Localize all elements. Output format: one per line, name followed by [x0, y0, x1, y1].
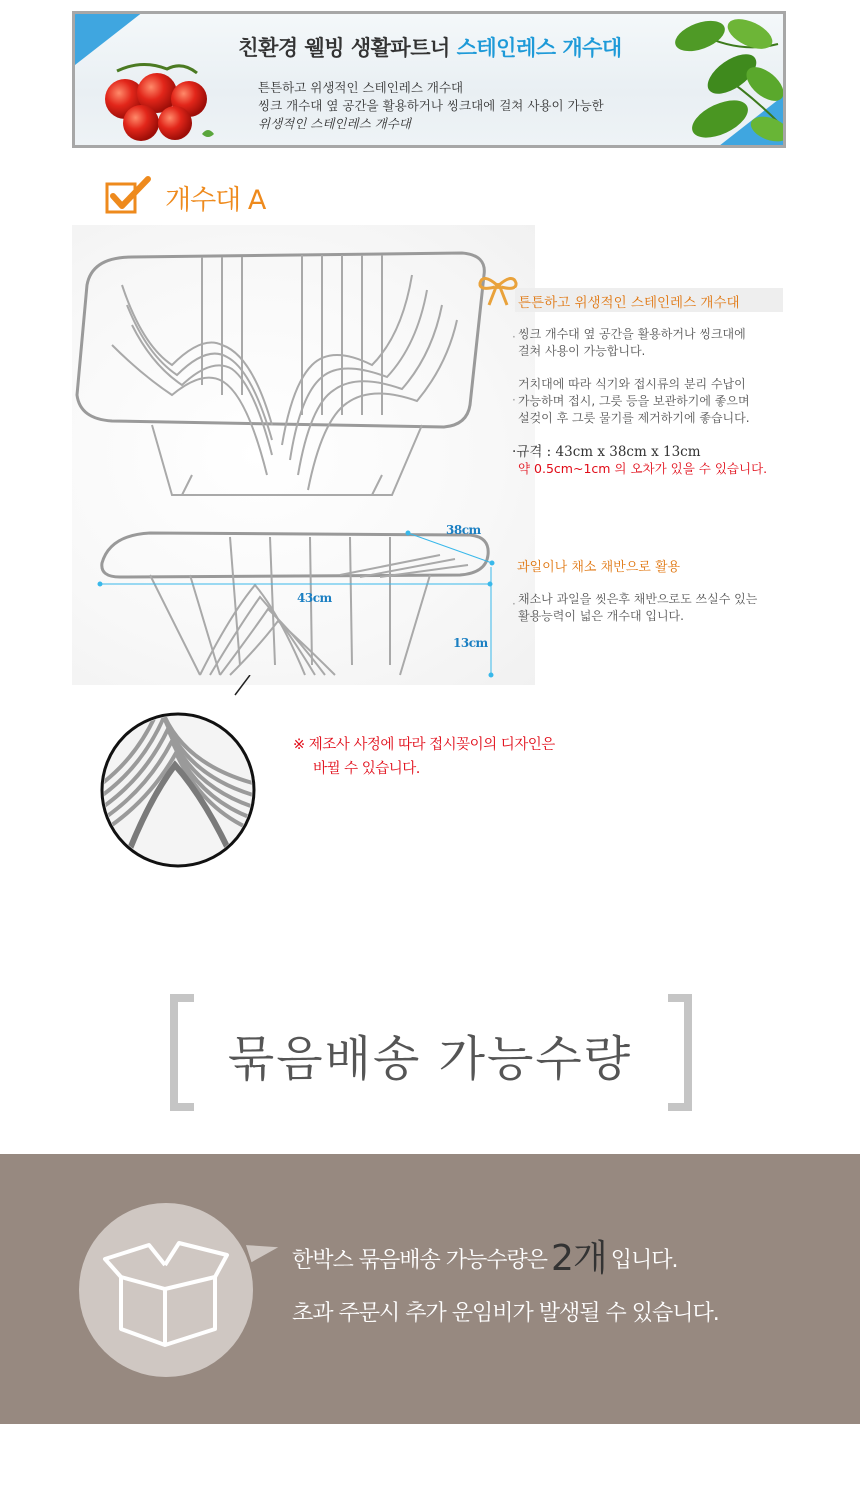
banner-line-1: 튼튼하고 위생적인 스테인레스 개수대	[258, 80, 464, 95]
box-icon	[99, 1237, 233, 1349]
design-change-notice: ※ 제조사 사정에 따라 접시꽂이의 디자인은 바뀔 수 있습니다.	[293, 737, 555, 777]
ribbon-title: 튼튼하고 위생적인 스테인레스 개수대	[518, 295, 740, 311]
dimension-length-label: 43cm	[297, 591, 332, 605]
banner-line-3: 위생적인 스테인레스 개수대	[258, 116, 411, 131]
fruit-use-title: 과일이나 채소 채반으로 활용	[517, 560, 681, 575]
top-banner	[72, 11, 786, 148]
dimension-width-label: 38cm	[446, 523, 481, 537]
bundle-line-2: 초과 주문시 추가 운임비가 발생될 수 있습니다.	[292, 1301, 719, 1326]
product-desc-2: 거치대에 따라 식기와 접시류의 분리 수납이 가능하며 접시, 그릇 등을 보관하기에 좋으며 설겆이 후 그릇 물기를 제거하기에 좋습니다.	[518, 377, 750, 425]
bracket-left	[170, 994, 194, 1111]
zoom-detail-photo	[100, 675, 260, 870]
bundle-line-1: 한박스 묶음배송 가능수량은 2개 입니다.	[292, 1238, 678, 1279]
leaf-icon	[660, 14, 786, 146]
dimension-height-label: 13cm	[453, 636, 488, 650]
fruit-use-desc: 채소나 과일을 씻은후 채반으로도 쓰실수 있는 활용능력이 넓은 개수대 입니다.	[518, 592, 758, 623]
tomato-icon	[97, 59, 217, 144]
bracket-right	[668, 994, 692, 1111]
ribbon-title-box	[515, 288, 783, 312]
banner-line-2: 씽크 개수대 옆 공간을 활용하거나 씽크대에 걸쳐 사용이 가능한	[258, 98, 604, 113]
product-spec-note: 약 0.5cm~1cm 의 오차가 있을 수 있습니다.	[518, 461, 768, 476]
bundle-heading: 묶음배송 가능수량	[227, 1031, 633, 1087]
dimension-lines	[95, 525, 500, 685]
checkmark-icon	[104, 176, 152, 216]
dish-rack-photo-top	[72, 245, 492, 510]
product-desc-1: 씽크 개수대 옆 공간을 활용하거나 씽크대에 걸쳐 사용이 가능합니다.	[518, 327, 746, 358]
product-spec: ·규격 : 43cm x 38cm x 13cm	[512, 444, 701, 460]
banner-title: 친환경 웰빙 생활파트너 스테인레스 개수대	[238, 36, 622, 60]
section-title: 개수대 A	[165, 185, 266, 216]
box-icon-circle	[79, 1203, 253, 1377]
